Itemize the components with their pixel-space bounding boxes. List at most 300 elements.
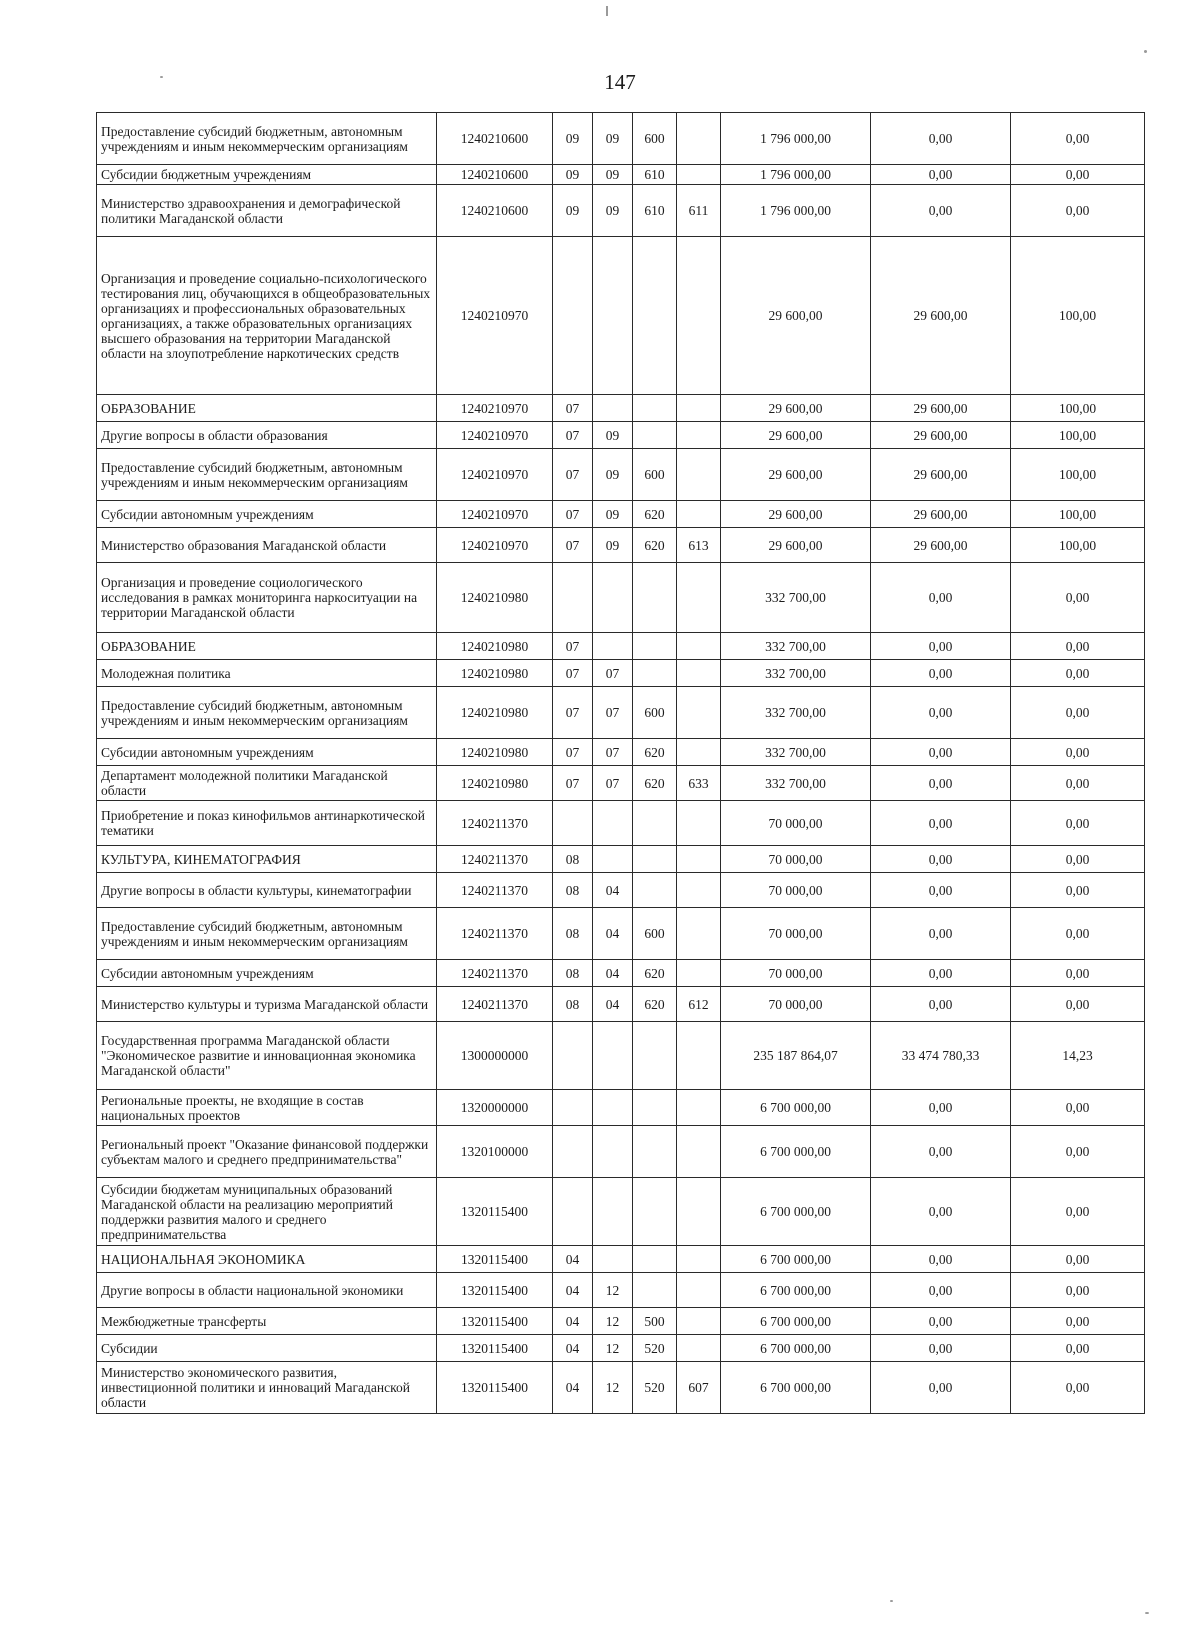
execution-percent-cell: 0,00 xyxy=(1011,1090,1145,1126)
section-code-cell xyxy=(553,1178,593,1246)
table-row xyxy=(97,801,1145,846)
target-article-cell: 1240210970 xyxy=(437,422,553,449)
planned-amount-cell: 6 700 000,00 xyxy=(721,1126,871,1178)
planned-amount-cell: 70 000,00 xyxy=(721,908,871,960)
execution-percent-cell: 0,00 xyxy=(1011,766,1145,801)
target-article-cell: 1240210980 xyxy=(437,687,553,739)
target-article-cell: 1320000000 xyxy=(437,1090,553,1126)
item-name-cell: Субсидии автономным учреждениям xyxy=(97,739,437,766)
expense-type-cell xyxy=(633,1090,677,1126)
subsection-code-cell: 09 xyxy=(593,422,633,449)
item-name-cell: Субсидии бюджетам муниципальных образований Магаданской области на реализацию мероприятий поддержки развития малого и среднего предпринимательства xyxy=(97,1178,437,1246)
administrator-code-cell: 611 xyxy=(677,185,721,237)
section-code-cell: 07 xyxy=(553,633,593,660)
planned-amount-cell: 6 700 000,00 xyxy=(721,1090,871,1126)
item-name-cell: Предоставление субсидий бюджетным, автономным учреждениям и иным некоммерческим организациям xyxy=(97,687,437,739)
execution-percent-cell: 0,00 xyxy=(1011,113,1145,165)
table-row xyxy=(97,660,1145,687)
section-code-cell: 07 xyxy=(553,422,593,449)
table-row xyxy=(97,528,1145,563)
executed-amount-cell: 0,00 xyxy=(871,908,1011,960)
expense-type-cell xyxy=(633,237,677,395)
administrator-code-cell xyxy=(677,873,721,908)
administrator-code-cell xyxy=(677,237,721,395)
table-row xyxy=(97,873,1145,908)
executed-amount-cell: 0,00 xyxy=(871,633,1011,660)
expense-type-cell: 620 xyxy=(633,987,677,1022)
item-name-cell: Министерство культуры и туризма Магаданской области xyxy=(97,987,437,1022)
administrator-code-cell: 612 xyxy=(677,987,721,1022)
item-name-cell: Предоставление субсидий бюджетным, автономным учреждениям и иным некоммерческим организациям xyxy=(97,908,437,960)
table-row xyxy=(97,766,1145,801)
executed-amount-cell: 0,00 xyxy=(871,801,1011,846)
planned-amount-cell: 332 700,00 xyxy=(721,687,871,739)
executed-amount-cell: 29 600,00 xyxy=(871,422,1011,449)
section-code-cell: 08 xyxy=(553,873,593,908)
execution-percent-cell: 0,00 xyxy=(1011,1308,1145,1335)
execution-percent-cell: 0,00 xyxy=(1011,633,1145,660)
administrator-code-cell xyxy=(677,1090,721,1126)
subsection-code-cell: 04 xyxy=(593,960,633,987)
expense-type-cell: 520 xyxy=(633,1362,677,1414)
budget-execution-table xyxy=(96,112,1145,1414)
subsection-code-cell: 12 xyxy=(593,1335,633,1362)
item-name-cell: Приобретение и показ кинофильмов антинаркотической тематики xyxy=(97,801,437,846)
table-row xyxy=(97,1362,1145,1414)
executed-amount-cell: 0,00 xyxy=(871,1273,1011,1308)
subsection-code-cell xyxy=(593,1090,633,1126)
subsection-code-cell: 09 xyxy=(593,185,633,237)
item-name-cell: Предоставление субсидий бюджетным, автономным учреждениям и иным некоммерческим организациям xyxy=(97,113,437,165)
section-code-cell: 09 xyxy=(553,113,593,165)
execution-percent-cell: 0,00 xyxy=(1011,739,1145,766)
executed-amount-cell: 0,00 xyxy=(871,660,1011,687)
expense-type-cell: 620 xyxy=(633,528,677,563)
planned-amount-cell: 70 000,00 xyxy=(721,801,871,846)
item-name-cell: Организация и проведение социологического исследования в рамках мониторинга наркоситуации на территории Магаданской области xyxy=(97,563,437,633)
table-row xyxy=(97,846,1145,873)
section-code-cell: 08 xyxy=(553,908,593,960)
target-article-cell: 1240210970 xyxy=(437,395,553,422)
planned-amount-cell: 29 600,00 xyxy=(721,422,871,449)
table-row xyxy=(97,1273,1145,1308)
executed-amount-cell: 29 600,00 xyxy=(871,501,1011,528)
expense-type-cell: 600 xyxy=(633,908,677,960)
executed-amount-cell: 33 474 780,33 xyxy=(871,1022,1011,1090)
execution-percent-cell: 0,00 xyxy=(1011,801,1145,846)
expense-type-cell: 620 xyxy=(633,501,677,528)
expense-type-cell: 620 xyxy=(633,960,677,987)
section-code-cell: 07 xyxy=(553,395,593,422)
table-row xyxy=(97,165,1145,185)
executed-amount-cell: 0,00 xyxy=(871,1308,1011,1335)
execution-percent-cell: 100,00 xyxy=(1011,528,1145,563)
section-code-cell: 04 xyxy=(553,1273,593,1308)
table-row xyxy=(97,960,1145,987)
subsection-code-cell: 04 xyxy=(593,908,633,960)
target-article-cell: 1320100000 xyxy=(437,1126,553,1178)
subsection-code-cell: 09 xyxy=(593,501,633,528)
planned-amount-cell: 29 600,00 xyxy=(721,528,871,563)
target-article-cell: 1240210980 xyxy=(437,633,553,660)
execution-percent-cell: 14,23 xyxy=(1011,1022,1145,1090)
item-name-cell: Субсидии xyxy=(97,1335,437,1362)
item-name-cell: Департамент молодежной политики Магаданской области xyxy=(97,766,437,801)
item-name-cell: Другие вопросы в области национальной экономики xyxy=(97,1273,437,1308)
section-code-cell: 09 xyxy=(553,165,593,185)
executed-amount-cell: 0,00 xyxy=(871,687,1011,739)
execution-percent-cell: 0,00 xyxy=(1011,908,1145,960)
planned-amount-cell: 29 600,00 xyxy=(721,501,871,528)
expense-type-cell xyxy=(633,873,677,908)
execution-percent-cell: 100,00 xyxy=(1011,449,1145,501)
subsection-code-cell xyxy=(593,395,633,422)
item-name-cell: Предоставление субсидий бюджетным, автономным учреждениям и иным некоммерческим организациям xyxy=(97,449,437,501)
executed-amount-cell: 0,00 xyxy=(871,739,1011,766)
administrator-code-cell xyxy=(677,449,721,501)
administrator-code-cell xyxy=(677,165,721,185)
expense-type-cell xyxy=(633,1273,677,1308)
subsection-code-cell xyxy=(593,1178,633,1246)
subsection-code-cell: 04 xyxy=(593,873,633,908)
subsection-code-cell xyxy=(593,1126,633,1178)
executed-amount-cell: 0,00 xyxy=(871,1126,1011,1178)
administrator-code-cell xyxy=(677,422,721,449)
subsection-code-cell: 07 xyxy=(593,687,633,739)
planned-amount-cell: 235 187 864,07 xyxy=(721,1022,871,1090)
item-name-cell: Региональные проекты, не входящие в состав национальных проектов xyxy=(97,1090,437,1126)
planned-amount-cell: 1 796 000,00 xyxy=(721,113,871,165)
execution-percent-cell: 100,00 xyxy=(1011,237,1145,395)
planned-amount-cell: 70 000,00 xyxy=(721,846,871,873)
table-row xyxy=(97,908,1145,960)
planned-amount-cell: 6 700 000,00 xyxy=(721,1335,871,1362)
planned-amount-cell: 29 600,00 xyxy=(721,237,871,395)
executed-amount-cell: 29 600,00 xyxy=(871,528,1011,563)
administrator-code-cell xyxy=(677,801,721,846)
table-row xyxy=(97,739,1145,766)
scan-speck xyxy=(160,76,163,78)
scan-speck xyxy=(1144,50,1147,53)
target-article-cell: 1240210980 xyxy=(437,660,553,687)
target-article-cell: 1240210600 xyxy=(437,185,553,237)
executed-amount-cell: 0,00 xyxy=(871,1178,1011,1246)
execution-percent-cell: 100,00 xyxy=(1011,422,1145,449)
section-code-cell xyxy=(553,237,593,395)
target-article-cell: 1240210970 xyxy=(437,237,553,395)
execution-percent-cell: 0,00 xyxy=(1011,1178,1145,1246)
table-body xyxy=(97,113,1145,1414)
administrator-code-cell xyxy=(677,660,721,687)
administrator-code-cell: 607 xyxy=(677,1362,721,1414)
executed-amount-cell: 0,00 xyxy=(871,563,1011,633)
section-code-cell: 08 xyxy=(553,987,593,1022)
table-row xyxy=(97,237,1145,395)
item-name-cell: Организация и проведение социально-психологического тестирования лиц, обучающихся в общеобразовательных организациях и профессиональных образовательных организациях, а также образовательных организациях высшего образования на территории Магаданской области на злоупотребление наркотических средств xyxy=(97,237,437,395)
execution-percent-cell: 0,00 xyxy=(1011,165,1145,185)
table-row xyxy=(97,449,1145,501)
subsection-code-cell: 07 xyxy=(593,660,633,687)
planned-amount-cell: 6 700 000,00 xyxy=(721,1308,871,1335)
target-article-cell: 1320115400 xyxy=(437,1308,553,1335)
target-article-cell: 1240210600 xyxy=(437,165,553,185)
target-article-cell: 1240211370 xyxy=(437,908,553,960)
scan-speck xyxy=(606,6,608,16)
subsection-code-cell: 12 xyxy=(593,1273,633,1308)
expense-type-cell: 620 xyxy=(633,766,677,801)
subsection-code-cell: 07 xyxy=(593,739,633,766)
expense-type-cell: 610 xyxy=(633,185,677,237)
executed-amount-cell: 0,00 xyxy=(871,766,1011,801)
execution-percent-cell: 0,00 xyxy=(1011,1126,1145,1178)
table-row xyxy=(97,395,1145,422)
executed-amount-cell: 0,00 xyxy=(871,165,1011,185)
target-article-cell: 1320115400 xyxy=(437,1335,553,1362)
target-article-cell: 1240210970 xyxy=(437,501,553,528)
expense-type-cell: 600 xyxy=(633,113,677,165)
subsection-code-cell: 04 xyxy=(593,987,633,1022)
expense-type-cell xyxy=(633,395,677,422)
planned-amount-cell: 29 600,00 xyxy=(721,395,871,422)
section-code-cell xyxy=(553,801,593,846)
executed-amount-cell: 0,00 xyxy=(871,846,1011,873)
section-code-cell: 07 xyxy=(553,739,593,766)
item-name-cell: Субсидии бюджетным учреждениям xyxy=(97,165,437,185)
planned-amount-cell: 332 700,00 xyxy=(721,633,871,660)
section-code-cell xyxy=(553,1022,593,1090)
execution-percent-cell: 0,00 xyxy=(1011,185,1145,237)
executed-amount-cell: 29 600,00 xyxy=(871,237,1011,395)
expense-type-cell xyxy=(633,563,677,633)
administrator-code-cell xyxy=(677,739,721,766)
item-name-cell: НАЦИОНАЛЬНАЯ ЭКОНОМИКА xyxy=(97,1246,437,1273)
item-name-cell: Министерство образования Магаданской области xyxy=(97,528,437,563)
subsection-code-cell: 09 xyxy=(593,528,633,563)
execution-percent-cell: 100,00 xyxy=(1011,395,1145,422)
execution-percent-cell: 0,00 xyxy=(1011,1362,1145,1414)
execution-percent-cell: 0,00 xyxy=(1011,1335,1145,1362)
administrator-code-cell xyxy=(677,1335,721,1362)
expense-type-cell xyxy=(633,633,677,660)
planned-amount-cell: 29 600,00 xyxy=(721,449,871,501)
target-article-cell: 1320115400 xyxy=(437,1273,553,1308)
administrator-code-cell xyxy=(677,501,721,528)
expense-type-cell: 620 xyxy=(633,739,677,766)
subsection-code-cell xyxy=(593,801,633,846)
administrator-code-cell xyxy=(677,563,721,633)
subsection-code-cell xyxy=(593,237,633,395)
table-row xyxy=(97,1308,1145,1335)
planned-amount-cell: 332 700,00 xyxy=(721,563,871,633)
execution-percent-cell: 0,00 xyxy=(1011,660,1145,687)
target-article-cell: 1240210970 xyxy=(437,449,553,501)
table-row xyxy=(97,185,1145,237)
executed-amount-cell: 0,00 xyxy=(871,873,1011,908)
table-row xyxy=(97,1335,1145,1362)
target-article-cell: 1240211370 xyxy=(437,801,553,846)
subsection-code-cell: 09 xyxy=(593,113,633,165)
table-row xyxy=(97,422,1145,449)
section-code-cell: 09 xyxy=(553,185,593,237)
target-article-cell: 1240210980 xyxy=(437,739,553,766)
item-name-cell: Межбюджетные трансферты xyxy=(97,1308,437,1335)
expense-type-cell xyxy=(633,1246,677,1273)
target-article-cell: 1240210600 xyxy=(437,113,553,165)
subsection-code-cell: 12 xyxy=(593,1308,633,1335)
execution-percent-cell: 0,00 xyxy=(1011,563,1145,633)
target-article-cell: 1240210970 xyxy=(437,528,553,563)
planned-amount-cell: 332 700,00 xyxy=(721,660,871,687)
target-article-cell: 1240211370 xyxy=(437,873,553,908)
target-article-cell: 1240211370 xyxy=(437,960,553,987)
item-name-cell: Другие вопросы в области образования xyxy=(97,422,437,449)
executed-amount-cell: 0,00 xyxy=(871,113,1011,165)
administrator-code-cell xyxy=(677,960,721,987)
subsection-code-cell: 09 xyxy=(593,449,633,501)
planned-amount-cell: 6 700 000,00 xyxy=(721,1362,871,1414)
planned-amount-cell: 6 700 000,00 xyxy=(721,1273,871,1308)
executed-amount-cell: 0,00 xyxy=(871,1246,1011,1273)
expense-type-cell xyxy=(633,422,677,449)
item-name-cell: Региональный проект "Оказание финансовой поддержки субъектам малого и среднего предпринимательства" xyxy=(97,1126,437,1178)
table-row xyxy=(97,1246,1145,1273)
item-name-cell: Молодежная политика xyxy=(97,660,437,687)
table-row xyxy=(97,563,1145,633)
scan-speck xyxy=(890,1600,893,1602)
executed-amount-cell: 0,00 xyxy=(871,1090,1011,1126)
table-row xyxy=(97,1178,1145,1246)
expense-type-cell: 600 xyxy=(633,449,677,501)
planned-amount-cell: 70 000,00 xyxy=(721,960,871,987)
executed-amount-cell: 0,00 xyxy=(871,960,1011,987)
administrator-code-cell xyxy=(677,687,721,739)
subsection-code-cell xyxy=(593,1022,633,1090)
item-name-cell: ОБРАЗОВАНИЕ xyxy=(97,395,437,422)
subsection-code-cell xyxy=(593,563,633,633)
section-code-cell: 07 xyxy=(553,687,593,739)
planned-amount-cell: 70 000,00 xyxy=(721,987,871,1022)
expense-type-cell: 520 xyxy=(633,1335,677,1362)
executed-amount-cell: 0,00 xyxy=(871,987,1011,1022)
section-code-cell: 07 xyxy=(553,449,593,501)
target-article-cell: 1240211370 xyxy=(437,846,553,873)
administrator-code-cell: 633 xyxy=(677,766,721,801)
table-row xyxy=(97,1022,1145,1090)
section-code-cell: 04 xyxy=(553,1246,593,1273)
target-article-cell: 1320115400 xyxy=(437,1178,553,1246)
execution-percent-cell: 0,00 xyxy=(1011,846,1145,873)
item-name-cell: Государственная программа Магаданской области "Экономическое развитие и инновационная экономика Магаданской области" xyxy=(97,1022,437,1090)
administrator-code-cell xyxy=(677,1273,721,1308)
section-code-cell: 04 xyxy=(553,1308,593,1335)
target-article-cell: 1300000000 xyxy=(437,1022,553,1090)
scan-speck xyxy=(1145,1612,1149,1614)
execution-percent-cell: 100,00 xyxy=(1011,501,1145,528)
administrator-code-cell: 613 xyxy=(677,528,721,563)
item-name-cell: Министерство экономического развития, инвестиционной политики и инноваций Магаданской области xyxy=(97,1362,437,1414)
expense-type-cell xyxy=(633,1126,677,1178)
administrator-code-cell xyxy=(677,1246,721,1273)
executed-amount-cell: 0,00 xyxy=(871,185,1011,237)
administrator-code-cell xyxy=(677,1126,721,1178)
execution-percent-cell: 0,00 xyxy=(1011,987,1145,1022)
table-row xyxy=(97,987,1145,1022)
target-article-cell: 1320115400 xyxy=(437,1246,553,1273)
target-article-cell: 1240211370 xyxy=(437,987,553,1022)
expense-type-cell: 500 xyxy=(633,1308,677,1335)
section-code-cell: 07 xyxy=(553,501,593,528)
administrator-code-cell xyxy=(677,633,721,660)
target-article-cell: 1320115400 xyxy=(437,1362,553,1414)
execution-percent-cell: 0,00 xyxy=(1011,687,1145,739)
table-row xyxy=(97,501,1145,528)
planned-amount-cell: 6 700 000,00 xyxy=(721,1246,871,1273)
section-code-cell: 08 xyxy=(553,960,593,987)
subsection-code-cell xyxy=(593,846,633,873)
administrator-code-cell xyxy=(677,1178,721,1246)
item-name-cell: Субсидии автономным учреждениям xyxy=(97,501,437,528)
table-row xyxy=(97,113,1145,165)
item-name-cell: КУЛЬТУРА, КИНЕМАТОГРАФИЯ xyxy=(97,846,437,873)
table-row xyxy=(97,1090,1145,1126)
expense-type-cell xyxy=(633,660,677,687)
subsection-code-cell xyxy=(593,633,633,660)
subsection-code-cell xyxy=(593,1246,633,1273)
administrator-code-cell xyxy=(677,1308,721,1335)
item-name-cell: Министерство здравоохранения и демографической политики Магаданской области xyxy=(97,185,437,237)
executed-amount-cell: 29 600,00 xyxy=(871,449,1011,501)
section-code-cell: 04 xyxy=(553,1335,593,1362)
execution-percent-cell: 0,00 xyxy=(1011,1246,1145,1273)
expense-type-cell xyxy=(633,1178,677,1246)
item-name-cell: Субсидии автономным учреждениям xyxy=(97,960,437,987)
administrator-code-cell xyxy=(677,846,721,873)
administrator-code-cell xyxy=(677,395,721,422)
section-code-cell: 07 xyxy=(553,660,593,687)
section-code-cell: 07 xyxy=(553,766,593,801)
expense-type-cell: 610 xyxy=(633,165,677,185)
planned-amount-cell: 332 700,00 xyxy=(721,739,871,766)
section-code-cell: 07 xyxy=(553,528,593,563)
administrator-code-cell xyxy=(677,908,721,960)
subsection-code-cell: 07 xyxy=(593,766,633,801)
planned-amount-cell: 1 796 000,00 xyxy=(721,165,871,185)
administrator-code-cell xyxy=(677,113,721,165)
target-article-cell: 1240210980 xyxy=(437,563,553,633)
section-code-cell xyxy=(553,1090,593,1126)
planned-amount-cell: 332 700,00 xyxy=(721,766,871,801)
executed-amount-cell: 0,00 xyxy=(871,1335,1011,1362)
planned-amount-cell: 70 000,00 xyxy=(721,873,871,908)
subsection-code-cell: 12 xyxy=(593,1362,633,1414)
table-row xyxy=(97,1126,1145,1178)
section-code-cell: 04 xyxy=(553,1362,593,1414)
section-code-cell xyxy=(553,1126,593,1178)
expense-type-cell: 600 xyxy=(633,687,677,739)
section-code-cell: 08 xyxy=(553,846,593,873)
execution-percent-cell: 0,00 xyxy=(1011,1273,1145,1308)
table-row xyxy=(97,633,1145,660)
subsection-code-cell: 09 xyxy=(593,165,633,185)
target-article-cell: 1240210980 xyxy=(437,766,553,801)
section-code-cell xyxy=(553,563,593,633)
executed-amount-cell: 29 600,00 xyxy=(871,395,1011,422)
expense-type-cell xyxy=(633,801,677,846)
execution-percent-cell: 0,00 xyxy=(1011,873,1145,908)
execution-percent-cell: 0,00 xyxy=(1011,960,1145,987)
executed-amount-cell: 0,00 xyxy=(871,1362,1011,1414)
administrator-code-cell xyxy=(677,1022,721,1090)
